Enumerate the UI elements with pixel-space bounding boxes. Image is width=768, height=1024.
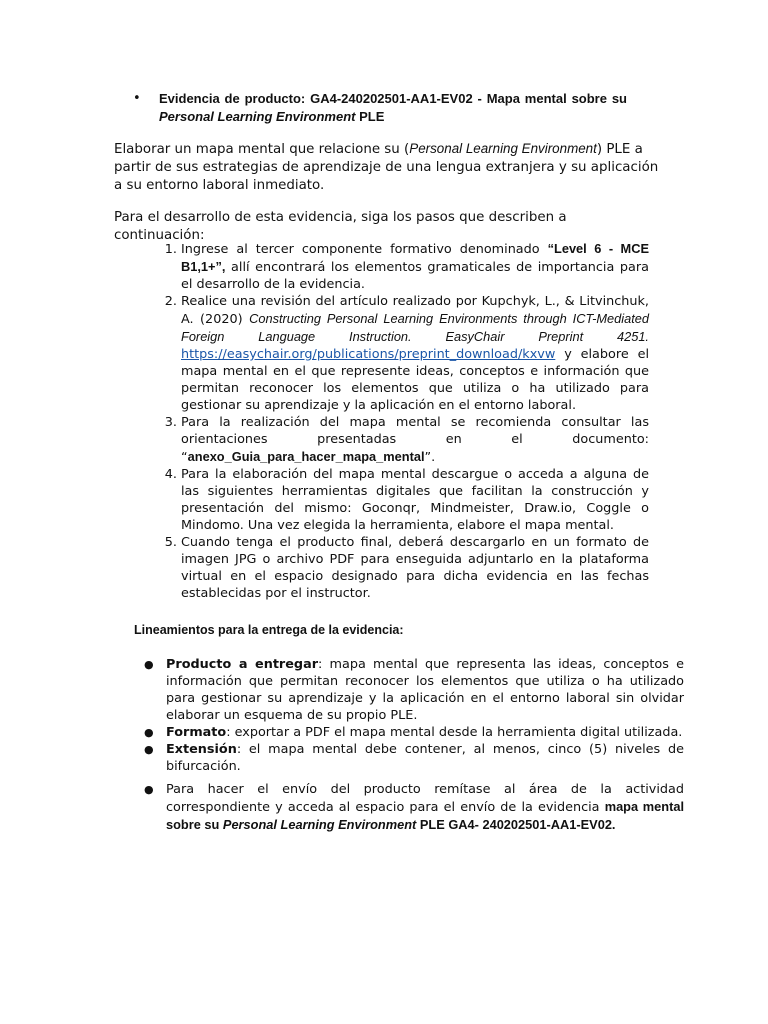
- requirement-submission-bold-1: mapa mental sobre su: [166, 799, 684, 832]
- step-3-open-quote: “: [181, 450, 188, 465]
- intro-text-2: ) PLE a partir de sus estrategias de aprendizaje de una lengua extranjera y su aplicación a su entorno laboral inmediato.: [114, 142, 659, 193]
- evidence-title-prefix: Evidencia de producto: GA4-240202501-AA1-EV02 - Mapa mental sobre su: [159, 91, 627, 106]
- requirement-extension-label: Extensión: [166, 742, 237, 757]
- intro-italic: Personal Learning Environment: [409, 141, 597, 156]
- article-link[interactable]: https://easychair.org/publications/preprint_download/kxvw: [181, 347, 556, 362]
- requirement-format-text: : exportar a PDF el mapa mental desde la herramienta digital utilizada.: [226, 725, 683, 740]
- requirements-list: [144, 656, 684, 834]
- step-2: [181, 293, 649, 414]
- step-2-article-title: Constructing Personal Learning Environments through ICT-Mediated Foreign Language Instruction. EasyChair Preprint 4251.: [181, 311, 649, 344]
- steps-list: [159, 240, 649, 602]
- requirement-extension: [166, 741, 684, 775]
- step-2-text: Realice una revisión del artículo realizado por Kupchyk, L., & Litvinchuk, A. (2020): [181, 294, 649, 327]
- step-3: [181, 414, 649, 466]
- step-1-component: “Level 6 - MCE B1,1+”,: [181, 241, 649, 274]
- requirement-submission: [166, 781, 684, 834]
- step-1: [181, 240, 649, 293]
- step-3-document-name: anexo_Guia_para_hacer_mapa_mental: [187, 449, 425, 464]
- step-2-text-2: y elabore el mapa mental en el que represente ideas, conceptos e información que permitan reconocer los elementos que utiliza o ha utilizado para gestionar su aprendizaje y la aplicación en el entorno laboral.: [181, 347, 649, 413]
- steps-lead: Para el desarrollo de esta evidencia, siga los pasos que describen a continuación:: [114, 210, 567, 243]
- requirement-submission-italic: Personal Learning Environment: [222, 817, 417, 832]
- requirement-submission-text: Para hacer el envío del producto remítase al área de la actividad correspondiente y acceda al espacio para el envío de la evidencia: [166, 782, 684, 815]
- step-4: 4. Para la elaboración del mapa mental descargue o acceda a alguna de las siguientes herramientas digitales que facilitan la construcción y presentación del mismo: Goconqr, Mindmeister, Draw.io, Coggle o Mindomo. Una vez elegida la herramienta, elabore el mapa mental.: [181, 466, 649, 534]
- requirement-format: [166, 724, 684, 741]
- step-3-close-quote: ”.: [424, 450, 436, 465]
- evidence-title-italic: Personal Learning Environment: [159, 109, 356, 124]
- step-5: 5. Cuando tenga el producto final, deberá descargarlo en un formato de imagen JPG o archivo PDF para enseguida adjuntarlo en la plataforma virtual en el espacio designado para dicha evidencia en las fechas establecidas por el instructor.: [181, 534, 649, 602]
- header-bullet: •: [133, 91, 141, 106]
- step-1-text-2: allí encontrará los elementos gramaticales de importancia para el desarrollo de la evidencia.: [181, 260, 649, 292]
- requirement-extension-text: : el mapa mental debe contener, al menos, cinco (5) niveles de bifurcación.: [166, 742, 684, 774]
- requirement-product: [166, 656, 684, 724]
- step-3-text: Para la realización del mapa mental se recomienda consultar las orientaciones presentadas en el documento:: [181, 415, 649, 447]
- evidence-title: [159, 90, 627, 126]
- requirement-format-label: Formato: [166, 725, 227, 740]
- requirement-submission-bold-2: PLE GA4- 240202501-AA1-EV02.: [416, 817, 616, 832]
- intro-text-1: Elaborar un mapa mental que relacione su (: [114, 142, 410, 157]
- evidence-title-suffix: PLE: [355, 109, 385, 124]
- step-1-text: Ingrese al tercer componente formativo denominado: [181, 242, 548, 257]
- intro-paragraph: [114, 140, 660, 195]
- guidelines-heading: Lineamientos para la entrega de la evidencia:: [134, 623, 404, 637]
- requirement-product-label: Producto a entregar: [166, 657, 319, 672]
- requirement-product-text: : mapa mental que representa las ideas, conceptos e información que permitan reconocer los elementos que utiliza o ha utilizado para gestionar su aprendizaje y la aplicación en el entorno laboral sin olvidar elaborar un esquema de su propio PLE.: [166, 657, 684, 723]
